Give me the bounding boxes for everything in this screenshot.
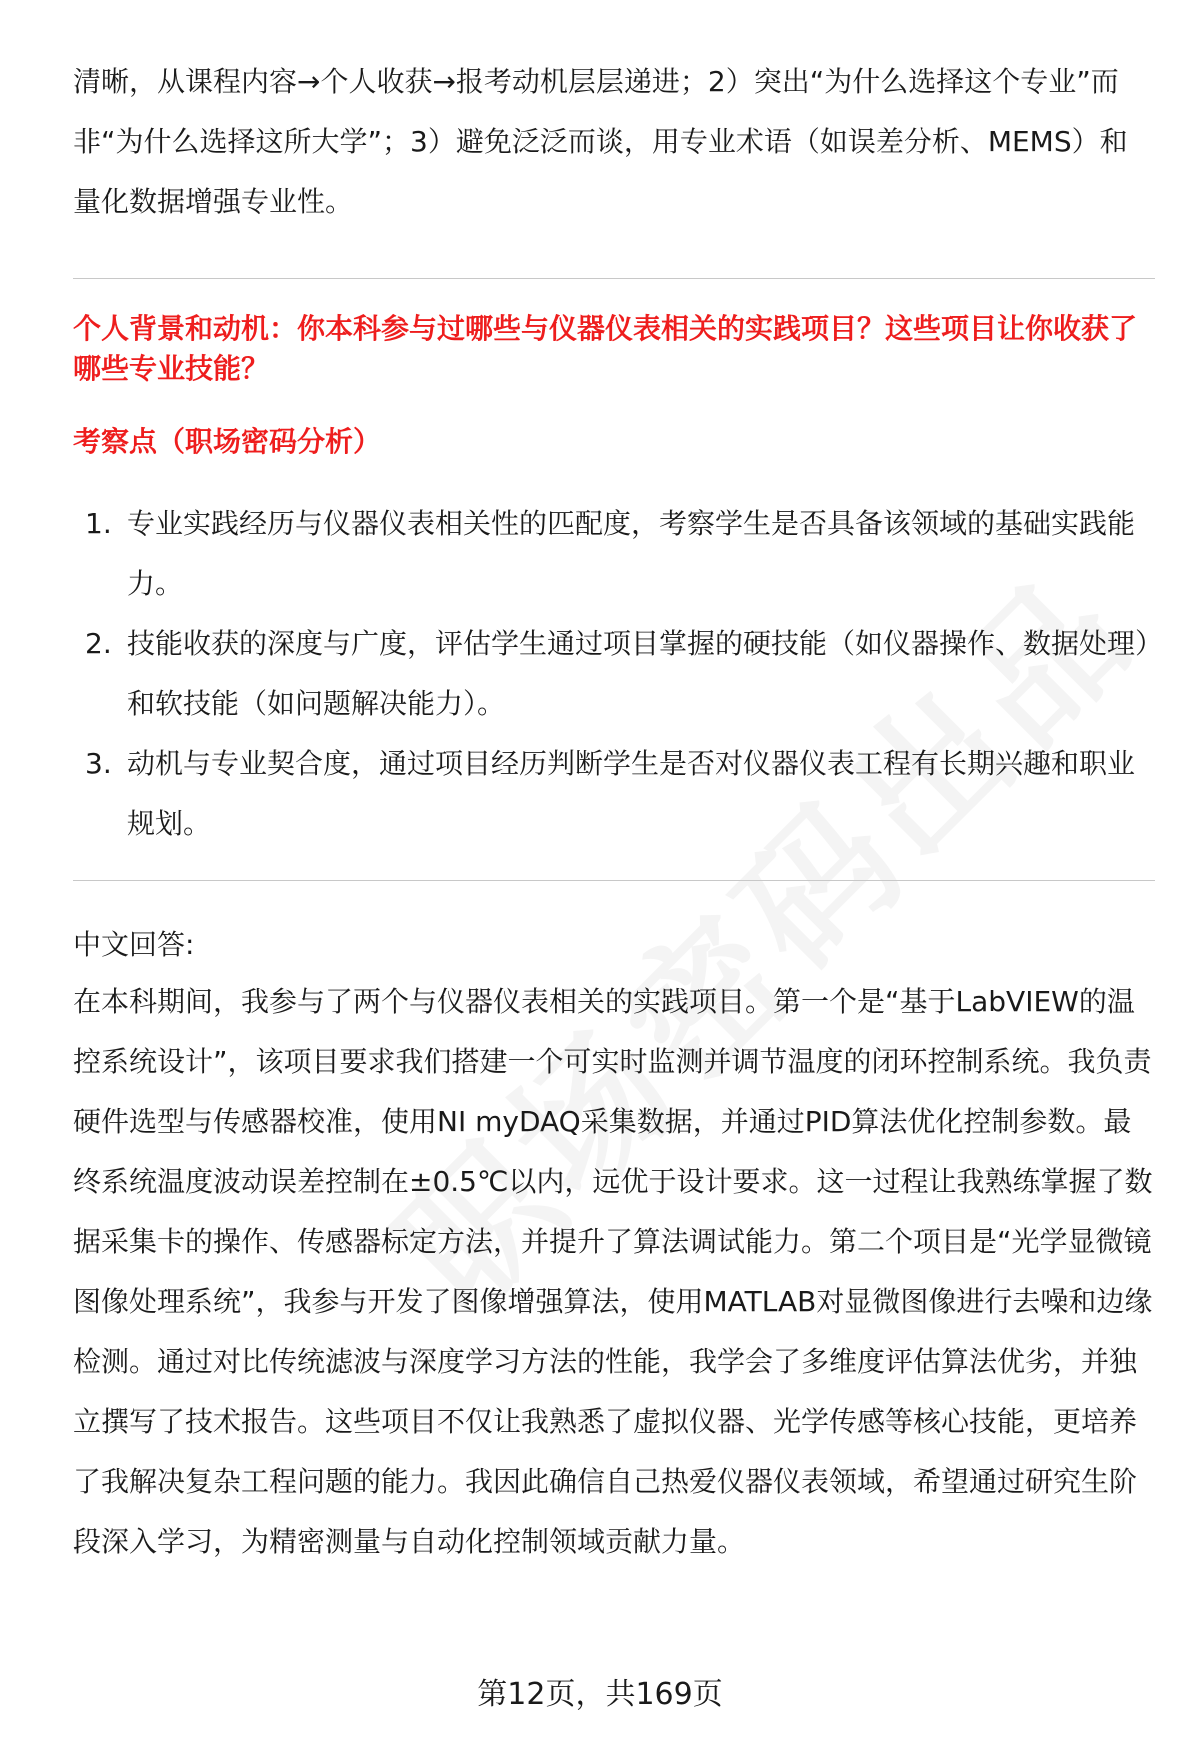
intro-paragraph: 清晰，从课程内容→个人收获→报考动机层层递进；2）突出“为什么选择这个专业”而非“为什么选择这所大学”；3）避免泛泛而谈，用专业术语（如误差分析、MEMS）和量化数据增强专业性。 [73, 65, 1128, 218]
exam-point-number: 2. [85, 627, 112, 660]
exam-points-list [73, 494, 1153, 854]
answer-label: 中文回答: [73, 928, 195, 961]
section-divider [73, 880, 1155, 881]
exam-point-number: 1. [85, 507, 112, 540]
question-heading: 个人背景和动机：你本科参与过哪些与仪器仪表相关的实践项目？这些项目让你收获了哪些专业技能？ [73, 312, 1138, 385]
exam-point-item [73, 494, 1153, 614]
exam-point-number: 3. [85, 747, 112, 780]
section-divider [73, 278, 1155, 279]
page-number-footer: 第12页，共169页 [477, 1677, 723, 1712]
exam-point-item [73, 614, 1153, 734]
answer-paragraph: 在本科期间，我参与了两个与仪器仪表相关的实践项目。第一个是“基于LabVIEW的温控系统设计”，该项目要求我们搭建一个可实时监测并调节温度的闭环控制系统。我负责硬件选型与传感器校准，使用NI myDAQ采集数据，并通过PID算法优化控制参数。最终系统温度波动误差控制在±0.5℃以内，远优于设计要求。这一过程让我熟练掌握了数据采集卡的操作、传感器标定方法，并提升了算法调试能力。第二个项目是“光学显微镜图像处理系统”，我参与开发了图像增强算法，使用MATLAB对显微图像进行去噪和边缘检测。通过对比传统滤波与深度学习方法的性能，我学会了多维度评估算法优劣，并独立撰写了技术报告。这些项目不仅让我熟悉了虚拟仪器、光学传感等核心技能，更培养了我解决复杂工程问题的能力。我因此确信自己热爱仪器仪表领域，希望通过研究生阶段深入学习，为精密测量与自动化控制领域贡献力量。 [73, 985, 1153, 1558]
exam-points-heading: 考察点（职场密码分析） [73, 425, 382, 458]
exam-point-text: 技能收获的深度与广度，评估学生通过项目掌握的硬技能（如仪器操作、数据处理）和软技能（如问题解决能力）。 [127, 627, 1150, 720]
exam-point-text: 专业实践经历与仪器仪表相关性的匹配度，考察学生是否具备该领域的基础实践能力。 [127, 507, 1136, 600]
exam-point-text: 动机与专业契合度，通过项目经历判断学生是否对仪器仪表工程有长期兴趣和职业规划。 [127, 747, 1136, 840]
exam-point-item [73, 734, 1153, 854]
